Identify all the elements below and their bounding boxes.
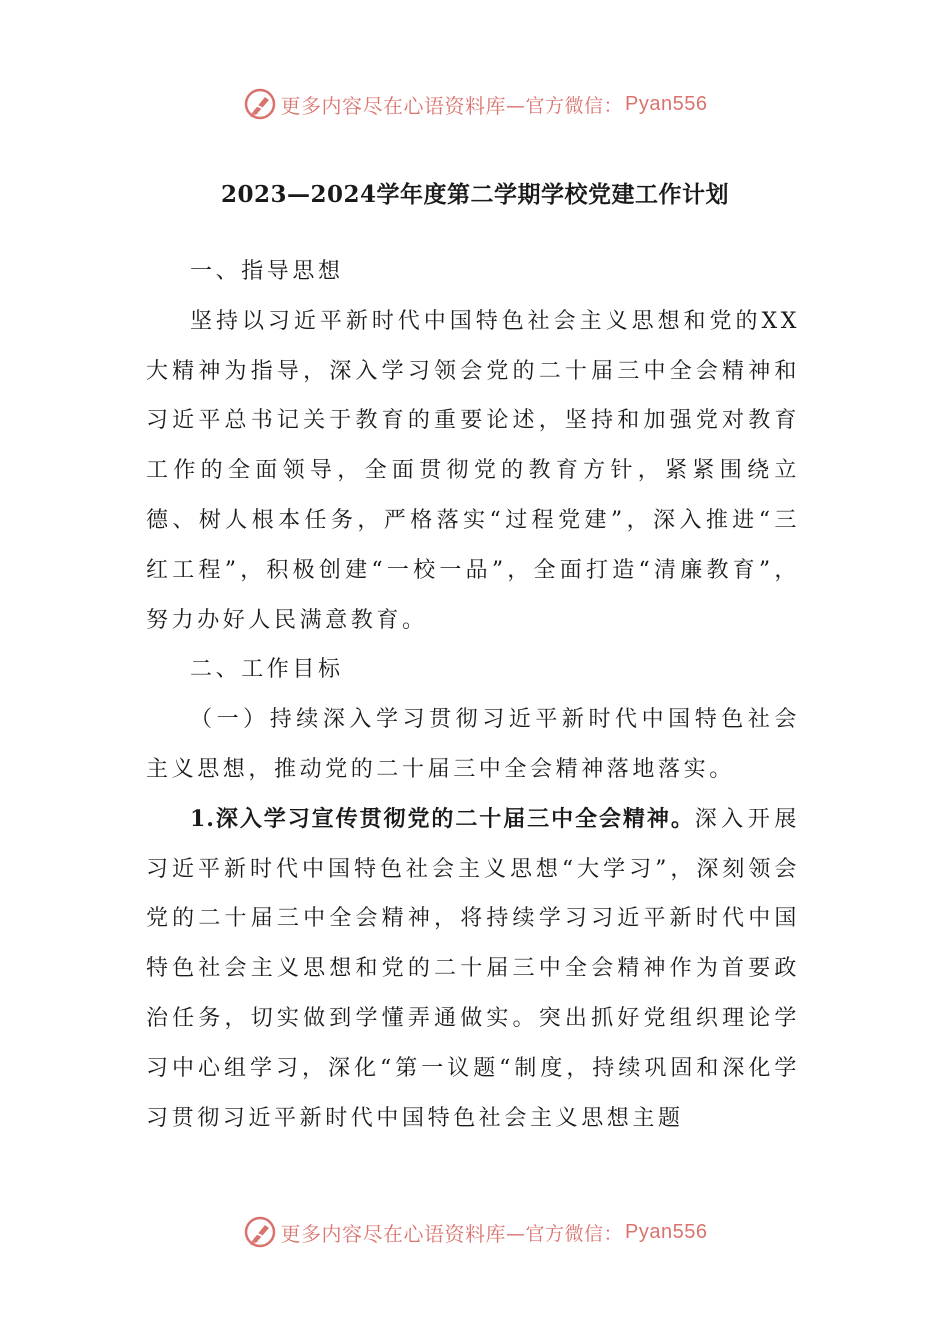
goal-1-paragraph: （一）持续深入学习贯彻习近平新时代中国特色社会主义思想，推动党的二十届三中全会精神落地落实。 — [146, 707, 800, 782]
document-title: 2023—2024学年度第二学期学校党建工作计划 — [220, 181, 730, 208]
item-1-text: 深入开展习近平新时代中国特色社会主义思想“大学习”，深刻领会党的二十届三中全会精神，将持续学习习近平新时代中国特色社会主义思想和党的二十届三中全会精神作为首要政治任务，切实做到学懂弄通做实。突出抓好党组织理论学习中心组学习，深化“第一议题“制度，持续巩固和深化学习贯彻习近平新时代中国特色社会主义思想主题 — [146, 806, 800, 1131]
watermark-site-text: 更多内容尽在心语资料库 — [280, 1221, 506, 1246]
header-watermark — [0, 84, 950, 124]
watermark-wechat-label: —官方微信： — [506, 94, 624, 117]
pen-logo-icon — [243, 1215, 277, 1249]
watermark-wechat-id: Pyan556 — [625, 1220, 708, 1243]
guiding-thought-paragraph: 坚持以习近平新时代中国特色社会主义思想和党的XX大精神为指导，深入学习领会党的二十届三中全会精神和习近平总书记关于教育的重要论述，坚持和加强党对教育工作的全面领导，全面贯彻党的教育方针，紧紧围绕立德、树人根本任务，严格落实“过程党建”，深入推进“三红工程”，积极创建“一校一品”，全面打造“清廉教育”，努力办好人民满意教育。 — [146, 308, 800, 633]
footer-watermark — [0, 1212, 950, 1252]
item-1-heading: 1.深入学习宣传贯彻党的二十届三中全会精神。 — [190, 805, 695, 832]
document-body — [146, 247, 800, 1143]
item-1-paragraph — [146, 795, 800, 1144]
pen-logo-icon — [243, 87, 277, 121]
section-heading-work-goals: 二、工作目标 — [190, 657, 344, 683]
watermark-wechat-label: —官方微信： — [506, 1222, 624, 1245]
watermark-site-text: 更多内容尽在心语资料库 — [280, 93, 506, 118]
watermark-wechat-id: Pyan556 — [625, 92, 708, 115]
section-heading-guiding-thought: 一、指导思想 — [190, 259, 344, 284]
